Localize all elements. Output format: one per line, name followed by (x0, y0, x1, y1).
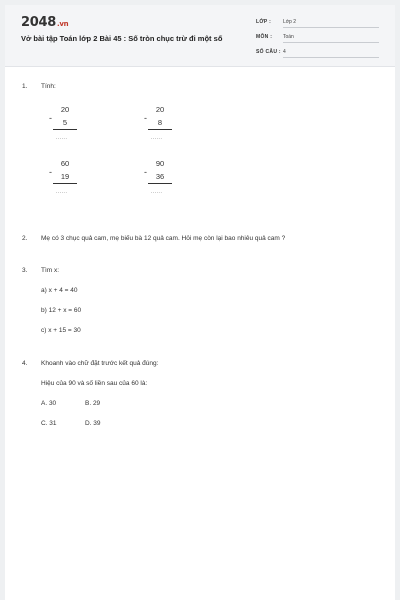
answer-blank[interactable]: ...... (151, 189, 163, 195)
question-4-number: 4. (22, 360, 28, 367)
question-count-label: SỐ CÂU : (256, 49, 281, 55)
answer-option-d[interactable]: D. 39 (85, 420, 101, 427)
worksheet-header (5, 5, 395, 67)
subtrahend: 8 (157, 118, 163, 127)
minuend: 20 (155, 105, 165, 114)
subtrahend: 36 (155, 172, 165, 181)
question-1-text: Tính: (41, 83, 56, 90)
question-2-number: 2. (22, 235, 28, 242)
question-3-number: 3. (22, 267, 28, 274)
minuend: 20 (60, 105, 70, 114)
equation-item-b: b) 12 + x = 60 (41, 307, 82, 314)
logo-suffix: .vn (56, 20, 69, 28)
question-1-number: 1. (22, 83, 28, 90)
result-line (148, 183, 172, 184)
subtraction-problem (49, 105, 89, 149)
grade-value: Lớp 2 (283, 19, 379, 28)
result-line (148, 129, 172, 130)
question-2-text: Mẹ có 3 chục quả cam, mẹ biếu bà 12 quả cam. Hỏi mẹ còn lại bao nhiêu quả cam ? (41, 235, 286, 242)
answer-blank[interactable]: ...... (151, 135, 163, 141)
minus-sign: - (49, 113, 52, 123)
document-title: Vở bài tập Toán lớp 2 Bài 45 : Số tròn chục trừ đi một số (21, 34, 223, 43)
minus-sign: - (144, 113, 147, 123)
equation-item-c: c) x + 15 = 30 (41, 327, 81, 334)
minus-sign: - (144, 167, 147, 177)
minuend: 90 (155, 159, 165, 168)
answer-blank[interactable]: ...... (56, 189, 68, 195)
question-4-text: Khoanh vào chữ đặt trước kết quả đúng: (41, 360, 159, 367)
subject-value: Toán (283, 34, 379, 43)
minus-sign: - (49, 167, 52, 177)
worksheet (5, 5, 395, 600)
subtraction-problem (49, 159, 89, 203)
question-count-value: 4 (283, 49, 379, 58)
question-4-prompt: Hiệu của 90 và số liền sau của 60 là: (41, 380, 148, 387)
subtrahend: 19 (60, 172, 70, 181)
subtraction-problem (144, 105, 184, 149)
answer-option-a[interactable]: A. 30 (41, 400, 57, 407)
answer-blank[interactable]: ...... (56, 135, 68, 141)
equation-item-a: a) x + 4 = 40 (41, 287, 78, 294)
question-3-text: Tìm x: (41, 267, 60, 274)
result-line (53, 183, 77, 184)
answer-option-b[interactable]: B. 29 (85, 400, 101, 407)
subtrahend: 5 (62, 118, 68, 127)
logo-text: 2048 (21, 15, 56, 30)
grade-label: LỚP : (256, 19, 272, 25)
site-logo[interactable] (21, 15, 68, 30)
subject-label: MÔN : (256, 34, 273, 40)
answer-option-c[interactable]: C. 31 (41, 420, 57, 427)
minuend: 60 (60, 159, 70, 168)
result-line (53, 129, 77, 130)
subtraction-problem (144, 159, 184, 203)
